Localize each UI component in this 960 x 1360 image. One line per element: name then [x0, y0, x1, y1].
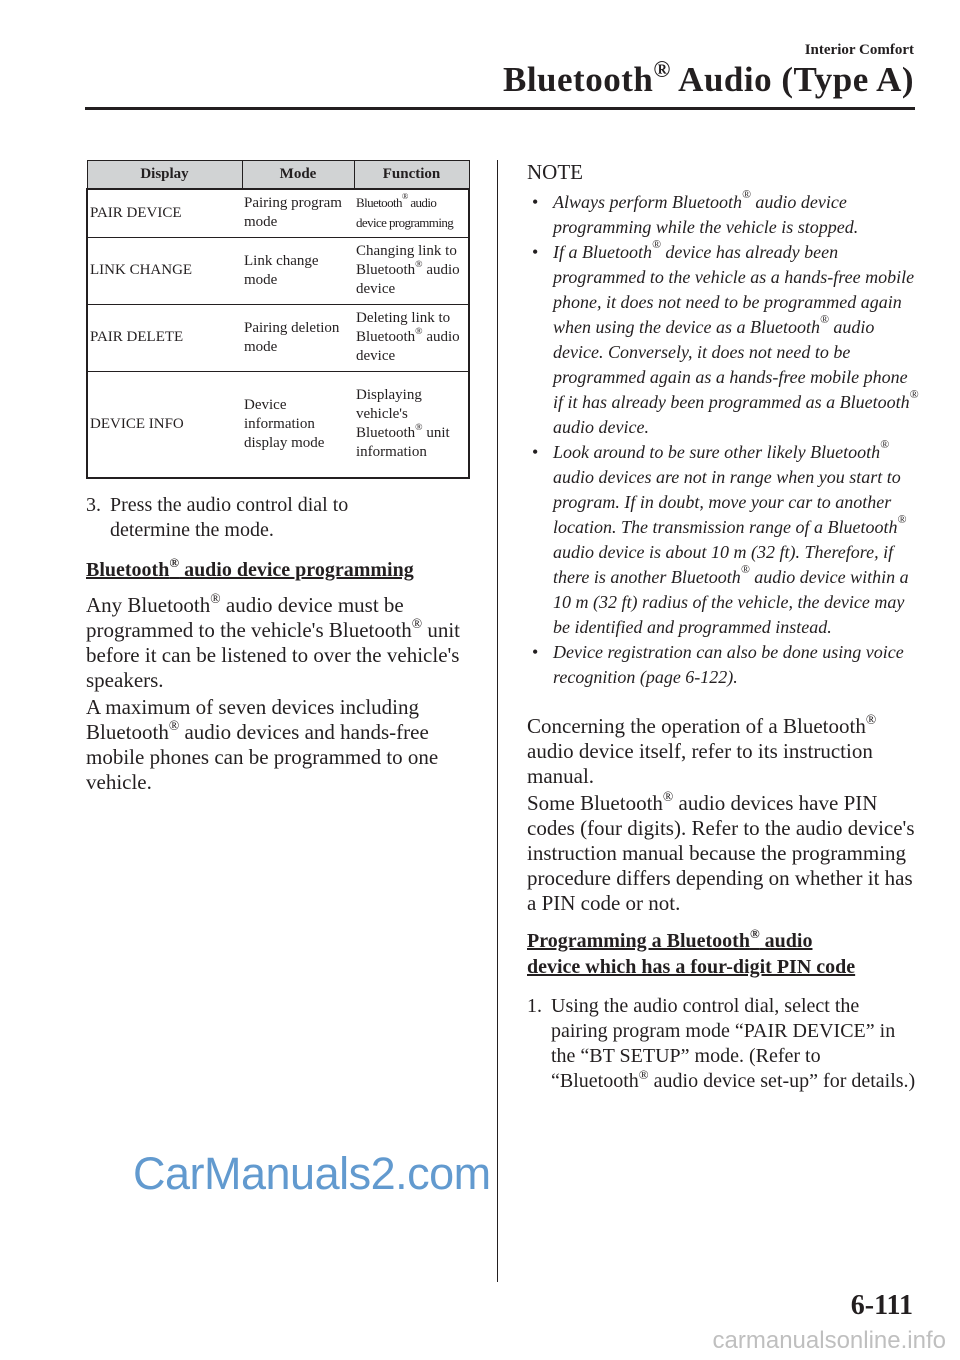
table-cell-function	[354, 189, 469, 237]
table-header-cell: Function	[354, 161, 469, 190]
table-cell-function: Changing link to Bluetooth® audio device	[354, 237, 469, 304]
note-item-text: If a Bluetooth® device has already been programmed to the vehicle as a hands-free mobile phone, it does not need to be programmed again when using the device as a Bluetooth® audio device. Conversely, it does not need to be programmed again as a hands-free mobile phone if it has already been programmed as a Bluetooth® audio device.	[553, 238, 919, 437]
note-item	[527, 190, 919, 240]
table-row	[87, 304, 469, 371]
bullet-icon: •	[532, 642, 539, 662]
page-title: Bluetooth® Audio (Type A)	[502, 57, 914, 99]
bullet-icon: •	[532, 442, 539, 462]
step-text: Using the audio control dial, select the	[551, 995, 860, 1017]
table-cell-function: Deleting link to Bluetooth® audio device	[354, 304, 469, 371]
table-header-cell: Mode	[242, 161, 354, 190]
table-row	[87, 189, 469, 237]
step-text: Press the audio control dial to	[110, 494, 349, 516]
watermark-logo: CarManuals2.com	[133, 1148, 491, 1199]
note-title: NOTE	[527, 160, 583, 184]
watermark-url: carmanualsonline.info	[712, 1327, 946, 1354]
bullet-icon: •	[532, 242, 539, 262]
paragraph: Concerning the operation of a Bluetooth® audio device itself, refer to its instruction manual.	[527, 712, 877, 788]
table-row	[87, 237, 469, 304]
note-item-text: Always perform Bluetooth® audio device programming while the vehicle is stopped.	[553, 188, 859, 237]
table-cell-mode: Pairing deletion mode	[242, 304, 354, 371]
note-item-text: Look around to be sure other likely Bluetooth® audio devices are not in range when you start to program. If in doubt, move your car to another location. The transmission range of a Bluetooth® audio device is about 10 m (32 ft). Therefore, if there is another Bluetooth® audio device within a 10 m (32 ft) radius of the vehicle, the device may be identified and programmed instead.	[553, 438, 909, 637]
table-cell-display: PAIR DEVICE	[87, 189, 242, 237]
table-header-row	[87, 161, 469, 190]
table-cell-mode: Device information display mode	[242, 371, 354, 478]
step-3	[86, 493, 472, 543]
table-cell-display: DEVICE INFO	[87, 371, 242, 478]
paragraph: Some Bluetooth® audio devices have PIN codes (four digits). Refer to the audio device's instruction manual because the programming procedure differs depending on whether it has a PIN code or not.	[527, 789, 915, 915]
note-item	[527, 440, 919, 640]
left-column	[86, 160, 472, 795]
right-column	[527, 160, 919, 1094]
subheading-line: Programming a Bluetooth® audio	[527, 926, 813, 952]
section-label: Interior Comfort	[804, 42, 914, 58]
page-number: 6-111	[850, 1290, 913, 1321]
note-item-text: Device registration can also be done using voice recognition (page 6-122).	[553, 642, 904, 687]
step-text-continued: determine the mode.	[110, 519, 274, 541]
paragraph: Any Bluetooth® audio device must be programmed to the vehicle's Bluetooth® unit before it can be listened to over the vehicle's speakers.	[86, 591, 461, 692]
step-1	[527, 994, 919, 1094]
column-divider	[497, 160, 498, 1282]
note-item	[527, 240, 919, 440]
paragraph: A maximum of seven devices including Bluetooth® audio devices and hands-free mobile phones can be programmed to one vehicle.	[86, 695, 439, 794]
mode-table	[86, 160, 470, 479]
note-box	[527, 160, 919, 690]
function-line: Bluetooth® audio	[356, 191, 437, 211]
table-cell-display: PAIR DELETE	[87, 304, 242, 371]
header-rule	[85, 107, 915, 110]
bullet-icon: •	[532, 192, 539, 212]
table-cell-function: Displaying vehicle's Bluetooth® unit information	[354, 371, 469, 478]
note-item	[527, 640, 919, 690]
table-header-cell: Display	[87, 161, 242, 190]
note-list	[527, 190, 919, 690]
table-cell-display: LINK CHANGE	[87, 237, 242, 304]
step-number: 1.	[527, 995, 542, 1017]
function-line: device programming	[356, 215, 454, 231]
table-cell-mode: Pairing program mode	[242, 189, 354, 237]
step-text-continued: pairing program mode “PAIR DEVICE” in the “BT SETUP” mode. (Refer to “Bluetooth® audio device set-up” for details.)	[551, 1020, 916, 1092]
subheading-line: device which has a four-digit PIN code	[527, 956, 856, 978]
table-cell-mode: Link change mode	[242, 237, 354, 304]
subheading-programming: Bluetooth® audio device programming	[86, 555, 414, 581]
step-number: 3.	[86, 494, 101, 516]
subheading-pin-code	[527, 928, 919, 980]
table-row	[87, 371, 469, 478]
